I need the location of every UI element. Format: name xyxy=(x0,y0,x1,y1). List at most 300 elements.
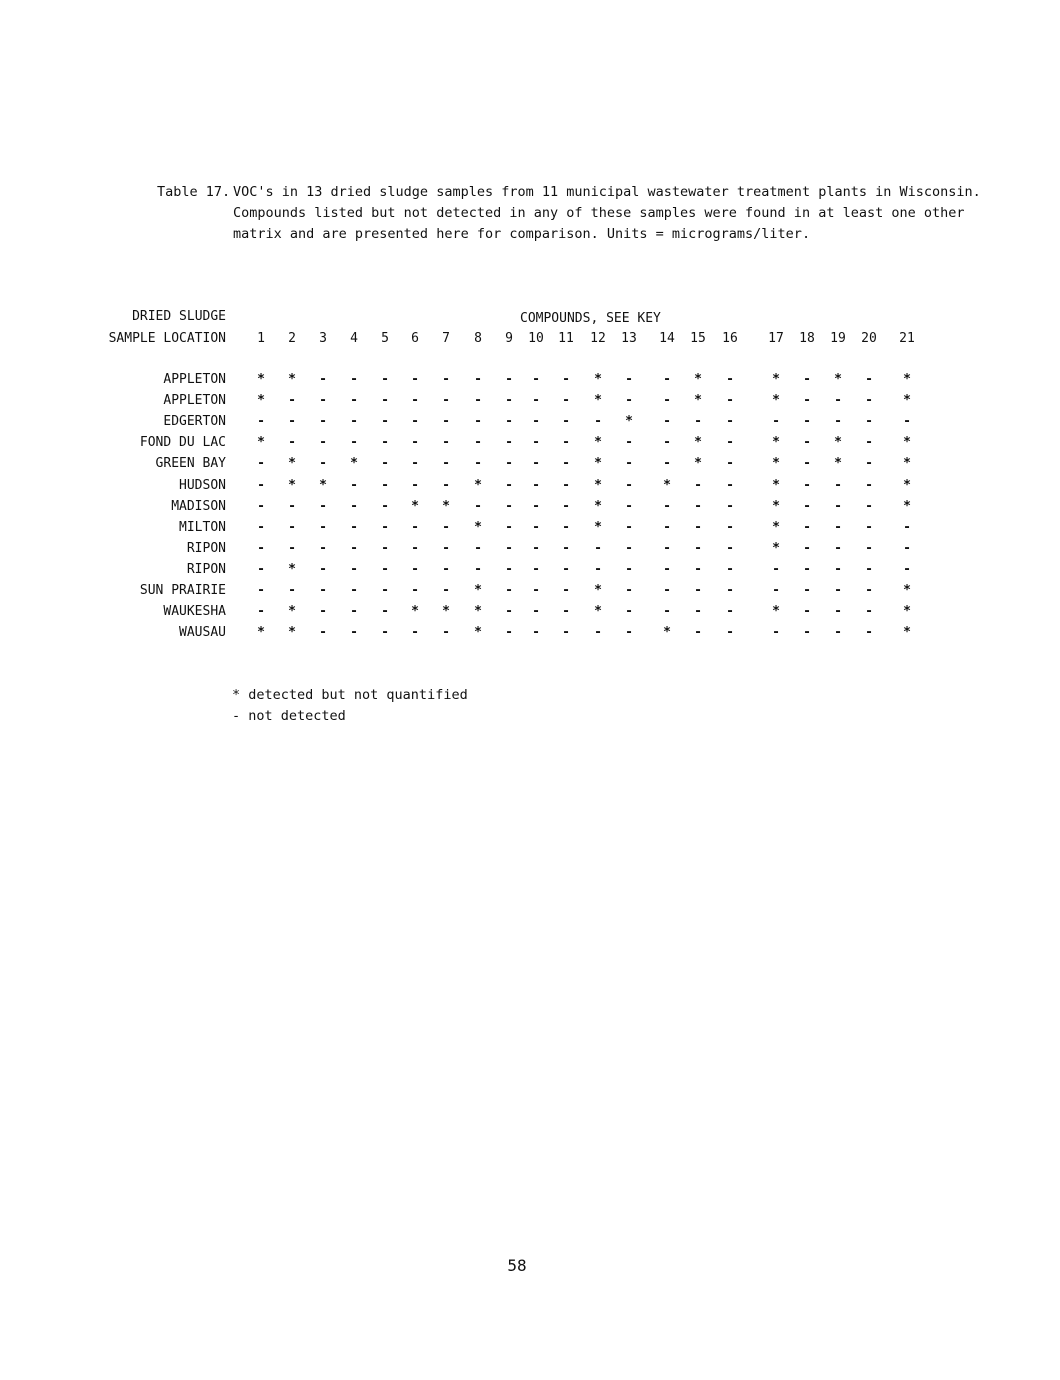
table-cell: - xyxy=(865,604,873,620)
table-cell: - xyxy=(442,519,450,535)
table-cell: - xyxy=(562,435,570,451)
table-cell: - xyxy=(257,540,265,556)
table-cell: - xyxy=(288,435,296,451)
table-cell: - xyxy=(505,625,513,641)
table-cell: - xyxy=(834,625,842,641)
table-cell: - xyxy=(694,583,702,598)
table-cell: - xyxy=(474,540,482,556)
table-cell: * xyxy=(474,519,482,535)
table-cell: * xyxy=(594,372,602,387)
table-cell: - xyxy=(505,393,513,409)
table-cell: - xyxy=(411,477,419,493)
table-cell: - xyxy=(803,456,811,472)
table-cell: * xyxy=(257,625,265,641)
table-cell: - xyxy=(381,477,389,493)
row-header-line1: DRIED SLUDGE xyxy=(132,309,226,324)
table-cell: - xyxy=(865,414,873,430)
table-cell: - xyxy=(625,583,633,598)
table-cell: - xyxy=(442,435,450,451)
table-cell: - xyxy=(694,477,702,493)
table-cell: * xyxy=(903,435,911,451)
table-cell: - xyxy=(505,477,513,493)
table-cell: - xyxy=(694,414,702,430)
table-cell: - xyxy=(288,583,296,598)
table-cell: - xyxy=(694,561,702,577)
table-cell: - xyxy=(505,498,513,514)
table-cell: - xyxy=(474,498,482,514)
table-cell: * xyxy=(594,519,602,535)
table-cell: * xyxy=(319,477,327,493)
row-location: MILTON xyxy=(179,519,226,535)
table-cell: - xyxy=(350,519,358,535)
table-cell: - xyxy=(442,477,450,493)
column-header: 17 xyxy=(768,331,784,346)
table-cell: - xyxy=(726,561,734,577)
table-cell: - xyxy=(865,498,873,514)
table-cell: - xyxy=(803,393,811,409)
table-cell: - xyxy=(350,625,358,641)
table-cell: - xyxy=(663,414,671,430)
table-cell: - xyxy=(726,604,734,620)
table-cell: - xyxy=(532,519,540,535)
table-cell: - xyxy=(319,604,327,620)
table-cell: * xyxy=(772,435,780,451)
table-cell: - xyxy=(562,456,570,472)
table-cell: * xyxy=(257,393,265,409)
column-header: 12 xyxy=(590,331,606,346)
table-cell: - xyxy=(411,372,419,387)
table-cell: - xyxy=(381,625,389,641)
table-cell: - xyxy=(625,519,633,535)
table-cell: - xyxy=(319,414,327,430)
table-cell: - xyxy=(532,604,540,620)
table-cell: * xyxy=(903,393,911,409)
table-cell: - xyxy=(694,625,702,641)
table-cell: - xyxy=(411,519,419,535)
table-cell: - xyxy=(726,477,734,493)
table-cell: - xyxy=(505,372,513,387)
table-cell: * xyxy=(288,604,296,620)
table-cell: * xyxy=(694,456,702,472)
legend-detected: * detected but not quantified xyxy=(232,687,468,703)
table-cell: - xyxy=(442,540,450,556)
table-cell: * xyxy=(903,456,911,472)
table-cell: - xyxy=(903,540,911,556)
table-cell: - xyxy=(803,519,811,535)
table-cell: - xyxy=(865,435,873,451)
table-cell: * xyxy=(772,456,780,472)
table-cell: - xyxy=(865,583,873,598)
table-cell: - xyxy=(257,519,265,535)
table-cell: - xyxy=(505,456,513,472)
caption-line: Compounds listed but not detected in any of these samples were found in at least one other xyxy=(233,205,965,221)
table-cell: - xyxy=(772,625,780,641)
table-cell: - xyxy=(505,604,513,620)
table-cell: - xyxy=(625,393,633,409)
table-cell: - xyxy=(865,393,873,409)
table-cell: - xyxy=(865,477,873,493)
table-cell: - xyxy=(474,393,482,409)
row-location: WAUSAU xyxy=(179,625,226,641)
table-cell: - xyxy=(903,561,911,577)
caption-label: Table 17. xyxy=(157,184,231,200)
table-cell: - xyxy=(594,540,602,556)
table-cell: - xyxy=(726,414,734,430)
table-cell: * xyxy=(594,393,602,409)
table-cell: * xyxy=(834,456,842,472)
table-cell: - xyxy=(257,477,265,493)
row-location: EDGERTON xyxy=(163,414,226,430)
table-cell: - xyxy=(532,435,540,451)
column-header: 16 xyxy=(722,331,738,346)
table-cell: * xyxy=(350,456,358,472)
table-cell: - xyxy=(803,625,811,641)
page-number: 58 xyxy=(507,1256,527,1275)
table-cell: - xyxy=(411,456,419,472)
table-cell: - xyxy=(381,393,389,409)
table-cell: - xyxy=(726,435,734,451)
table-cell: - xyxy=(505,561,513,577)
table-cell: - xyxy=(562,414,570,430)
table-cell: * xyxy=(625,414,633,430)
table-cell: * xyxy=(834,372,842,387)
table-cell: - xyxy=(474,561,482,577)
table-cell: - xyxy=(381,561,389,577)
table-cell: - xyxy=(625,477,633,493)
table-cell: - xyxy=(532,393,540,409)
table-cell: - xyxy=(594,561,602,577)
column-header: 6 xyxy=(411,331,419,346)
table-cell: - xyxy=(562,393,570,409)
row-location: APPLETON xyxy=(163,393,226,409)
table-cell: - xyxy=(625,604,633,620)
table-cell: * xyxy=(903,372,911,387)
table-cell: - xyxy=(442,414,450,430)
column-header: 4 xyxy=(350,331,358,346)
table-cell: - xyxy=(381,372,389,387)
table-cell: - xyxy=(288,498,296,514)
table-cell: * xyxy=(288,477,296,493)
table-cell: - xyxy=(726,393,734,409)
table-cell: - xyxy=(505,519,513,535)
table-cell: * xyxy=(594,477,602,493)
table-cell: - xyxy=(834,583,842,598)
table-cell: - xyxy=(726,498,734,514)
table-cell: - xyxy=(350,561,358,577)
table-cell: - xyxy=(288,540,296,556)
table-cell: - xyxy=(319,583,327,598)
table-cell: * xyxy=(474,604,482,620)
table-cell: - xyxy=(562,372,570,387)
table-cell: - xyxy=(411,583,419,598)
table-cell: - xyxy=(505,435,513,451)
column-header: 13 xyxy=(621,331,637,346)
table-cell: - xyxy=(350,540,358,556)
table-cell: * xyxy=(474,625,482,641)
legend-not-detected: - not detected xyxy=(232,708,346,724)
column-header: 14 xyxy=(659,331,675,346)
table-cell: - xyxy=(505,540,513,556)
row-location: GREEN BAY xyxy=(155,456,226,472)
table-cell: * xyxy=(772,519,780,535)
table-cell: - xyxy=(532,540,540,556)
table-cell: - xyxy=(562,604,570,620)
column-header: 21 xyxy=(899,331,915,346)
table-cell: * xyxy=(772,540,780,556)
table-cell: * xyxy=(903,498,911,514)
table-cell: * xyxy=(772,477,780,493)
table-cell: - xyxy=(865,540,873,556)
column-header: 11 xyxy=(558,331,574,346)
table-cell: - xyxy=(834,540,842,556)
table-cell: - xyxy=(865,456,873,472)
table-cell: - xyxy=(726,540,734,556)
table-cell: - xyxy=(532,414,540,430)
column-header: 18 xyxy=(799,331,815,346)
table-cell: * xyxy=(288,625,296,641)
table-cell: - xyxy=(411,435,419,451)
table-cell: * xyxy=(694,435,702,451)
table-cell: - xyxy=(663,456,671,472)
table-cell: - xyxy=(663,519,671,535)
table-cell: * xyxy=(411,604,419,620)
column-header: 2 xyxy=(288,331,296,346)
table-cell: - xyxy=(474,372,482,387)
table-cell: - xyxy=(663,561,671,577)
table-cell: - xyxy=(381,519,389,535)
row-location: RIPON xyxy=(186,561,226,577)
table-cell: - xyxy=(834,477,842,493)
table-cell: - xyxy=(803,561,811,577)
table-cell: - xyxy=(726,583,734,598)
table-cell: - xyxy=(532,498,540,514)
table-cell: - xyxy=(257,498,265,514)
column-header: 5 xyxy=(381,331,389,346)
table-cell: - xyxy=(350,372,358,387)
table-cell: - xyxy=(319,625,327,641)
table-cell: - xyxy=(442,372,450,387)
table-cell: - xyxy=(319,540,327,556)
table-cell: - xyxy=(694,604,702,620)
table-cell: - xyxy=(803,414,811,430)
table-cell: - xyxy=(319,393,327,409)
table-cell: - xyxy=(411,414,419,430)
table-cell: - xyxy=(532,583,540,598)
table-cell: * xyxy=(257,372,265,387)
table-cell: * xyxy=(594,583,602,598)
row-location: FOND DU LAC xyxy=(139,435,226,451)
table-cell: - xyxy=(772,561,780,577)
table-cell: - xyxy=(625,540,633,556)
table-cell: - xyxy=(663,498,671,514)
table-cell: - xyxy=(772,583,780,598)
table-cell: * xyxy=(772,604,780,620)
table-cell: - xyxy=(772,414,780,430)
row-location: RIPON xyxy=(186,540,226,556)
column-header: 19 xyxy=(830,331,846,346)
table-cell: - xyxy=(442,561,450,577)
table-cell: - xyxy=(663,435,671,451)
table-cell: - xyxy=(532,456,540,472)
table-cell: - xyxy=(694,540,702,556)
table-cell: - xyxy=(562,519,570,535)
table-cell: - xyxy=(350,604,358,620)
table-cell: - xyxy=(411,540,419,556)
table-cell: - xyxy=(625,625,633,641)
table-cell: - xyxy=(381,540,389,556)
table-cell: - xyxy=(562,583,570,598)
table-cell: - xyxy=(625,372,633,387)
column-header: 10 xyxy=(528,331,544,346)
table-cell: - xyxy=(834,498,842,514)
table-cell: - xyxy=(726,519,734,535)
column-header: 8 xyxy=(474,331,482,346)
table-cell: * xyxy=(772,498,780,514)
table-cell: - xyxy=(803,498,811,514)
table-cell: - xyxy=(594,625,602,641)
column-header: 3 xyxy=(319,331,327,346)
table-cell: - xyxy=(288,519,296,535)
table-cell: - xyxy=(865,372,873,387)
table-cell: - xyxy=(381,583,389,598)
table-cell: - xyxy=(288,393,296,409)
table-cell: - xyxy=(625,435,633,451)
table-cell: - xyxy=(532,372,540,387)
table-cell: - xyxy=(381,414,389,430)
table-cell: - xyxy=(726,372,734,387)
table-cell: - xyxy=(594,414,602,430)
table-cell: - xyxy=(834,561,842,577)
table-cell: - xyxy=(663,604,671,620)
row-location: SUN PRAIRIE xyxy=(139,583,226,598)
table-cell: * xyxy=(694,393,702,409)
table-cell: - xyxy=(532,477,540,493)
table-cell: - xyxy=(663,372,671,387)
table-cell: * xyxy=(594,435,602,451)
table-cell: - xyxy=(288,414,296,430)
table-cell: - xyxy=(532,625,540,641)
caption-line: matrix and are presented here for comparison. Units = micrograms/liter. xyxy=(233,226,811,242)
table-cell: * xyxy=(903,583,911,598)
table-cell: - xyxy=(411,561,419,577)
table-cell: - xyxy=(257,561,265,577)
table-cell: - xyxy=(257,583,265,598)
table-cell: * xyxy=(834,435,842,451)
table-cell: - xyxy=(803,604,811,620)
table-cell: - xyxy=(803,372,811,387)
row-location: HUDSON xyxy=(179,477,226,493)
table-cell: * xyxy=(288,456,296,472)
table-cell: - xyxy=(257,604,265,620)
table-cell: * xyxy=(474,477,482,493)
table-cell: - xyxy=(562,625,570,641)
table-cell: * xyxy=(903,477,911,493)
table-cell: - xyxy=(663,393,671,409)
table-cell: - xyxy=(726,625,734,641)
column-header: 20 xyxy=(861,331,877,346)
table-cell: - xyxy=(903,519,911,535)
table-cell: - xyxy=(442,625,450,641)
row-location: APPLETON xyxy=(163,372,226,387)
table-cell: - xyxy=(834,519,842,535)
table-cell: * xyxy=(694,372,702,387)
row-header-line2: SAMPLE LOCATION xyxy=(108,331,226,346)
table-cell: - xyxy=(350,498,358,514)
table-cell: - xyxy=(442,393,450,409)
table-cell: * xyxy=(663,625,671,641)
table-cell: - xyxy=(319,498,327,514)
table-cell: * xyxy=(903,604,911,620)
table-cell: - xyxy=(694,498,702,514)
table-cell: - xyxy=(834,393,842,409)
column-header: 15 xyxy=(690,331,706,346)
table-cell: - xyxy=(562,477,570,493)
table-cell: - xyxy=(562,498,570,514)
table-cell: - xyxy=(532,561,540,577)
row-location: WAUKESHA xyxy=(163,604,226,620)
table-cell: - xyxy=(625,561,633,577)
table-cell: - xyxy=(903,414,911,430)
table-cell: - xyxy=(505,414,513,430)
table-cell: - xyxy=(319,456,327,472)
column-group-header: COMPOUNDS, SEE KEY xyxy=(520,311,661,326)
table-cell: - xyxy=(474,456,482,472)
table-cell: - xyxy=(663,583,671,598)
table-cell: - xyxy=(257,414,265,430)
table-cell: - xyxy=(505,583,513,598)
table-cell: - xyxy=(319,372,327,387)
table-cell: - xyxy=(803,477,811,493)
table-cell: - xyxy=(319,519,327,535)
table-cell: - xyxy=(834,604,842,620)
table-cell: - xyxy=(257,456,265,472)
caption-text xyxy=(233,182,981,245)
table-cell: - xyxy=(442,456,450,472)
table-cell: - xyxy=(381,498,389,514)
table-cell: * xyxy=(594,498,602,514)
table-cell: * xyxy=(257,435,265,451)
table-cell: - xyxy=(803,540,811,556)
table-cell: * xyxy=(772,372,780,387)
table-cell: * xyxy=(442,498,450,514)
table-cell: - xyxy=(834,414,842,430)
table-cell: - xyxy=(663,540,671,556)
table-cell: - xyxy=(694,519,702,535)
table-cell: - xyxy=(865,625,873,641)
table-cell: * xyxy=(411,498,419,514)
table-cell: - xyxy=(381,435,389,451)
table-cell: - xyxy=(350,393,358,409)
table-cell: * xyxy=(594,604,602,620)
table-cell: - xyxy=(319,561,327,577)
table-cell: - xyxy=(562,561,570,577)
table-cell: * xyxy=(594,456,602,472)
table-cell: - xyxy=(865,561,873,577)
table-cell: * xyxy=(288,372,296,387)
table-cell: - xyxy=(803,583,811,598)
table-cell: - xyxy=(474,414,482,430)
column-header: 9 xyxy=(505,331,513,346)
table-cell: * xyxy=(474,583,482,598)
table-cell: - xyxy=(625,456,633,472)
table-cell: - xyxy=(726,456,734,472)
column-header: 1 xyxy=(257,331,265,346)
table-cell: - xyxy=(803,435,811,451)
table-cell: - xyxy=(350,435,358,451)
table-cell: * xyxy=(288,561,296,577)
table-cell: - xyxy=(350,414,358,430)
table-cell: - xyxy=(411,625,419,641)
